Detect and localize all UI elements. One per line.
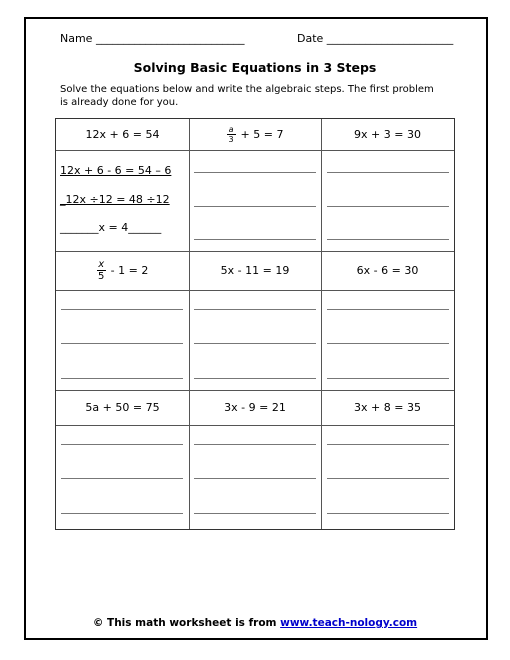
name-field[interactable]: Name ___________________________ — [60, 32, 245, 45]
problem-6 — [321, 251, 454, 290]
fraction-denominator: 5 — [97, 271, 105, 282]
answer-line[interactable] — [327, 309, 449, 310]
equation-text: 12x + 6 = 54 — [85, 128, 160, 141]
equation-text: 3x + 8 = 35 — [354, 401, 421, 414]
equation-text: 5a + 50 = 75 — [85, 401, 160, 414]
answer-line[interactable] — [194, 309, 316, 310]
problem-3 — [321, 119, 454, 150]
answer-line[interactable] — [327, 172, 449, 173]
fraction-numerator: a — [228, 125, 234, 134]
problem-8 — [189, 390, 321, 425]
answer-line[interactable] — [327, 239, 449, 240]
problem-5 — [189, 251, 321, 290]
footer-text: © This math worksheet is from — [92, 617, 281, 629]
answer-line[interactable] — [194, 444, 316, 445]
answer-line[interactable] — [327, 378, 449, 379]
worksheet-title: Solving Basic Equations in 3 Steps — [133, 60, 377, 75]
row-divider — [56, 290, 454, 291]
answer-line[interactable] — [194, 343, 316, 344]
equation-text: 5x - 11 = 19 — [220, 264, 290, 277]
answer-line[interactable] — [61, 444, 183, 445]
instructions: Solve the equations below and write the algebraic steps. The first problem is already done for you. — [60, 84, 434, 108]
equation-text: + 5 = 7 — [240, 128, 284, 141]
fraction — [97, 259, 106, 282]
row-divider — [56, 425, 454, 426]
example-step-2: _12x ÷12 = 48 ÷12 — [60, 193, 170, 206]
date-field[interactable]: Date _______________________ — [297, 32, 454, 45]
answer-line[interactable] — [61, 478, 183, 479]
fraction-numerator: x — [98, 259, 105, 270]
answer-line[interactable] — [327, 206, 449, 207]
answer-line[interactable] — [61, 309, 183, 310]
fraction-denominator: 3 — [228, 135, 234, 144]
answer-line[interactable] — [61, 343, 183, 344]
answer-line[interactable] — [327, 478, 449, 479]
footer — [0, 617, 510, 629]
answer-line[interactable] — [61, 513, 183, 514]
answer-line[interactable] — [194, 172, 316, 173]
answer-line[interactable] — [194, 206, 316, 207]
fraction — [227, 125, 236, 144]
problem-2 — [189, 119, 321, 150]
problem-4 — [56, 251, 189, 290]
column-divider — [321, 119, 322, 529]
answer-line[interactable] — [194, 239, 316, 240]
example-step-1: 12x + 6 - 6 = 54 – 6 — [60, 164, 172, 177]
problem-9 — [321, 390, 454, 425]
equation-text: - 1 = 2 — [110, 264, 149, 277]
answer-line[interactable] — [327, 513, 449, 514]
problem-7 — [56, 390, 189, 425]
problem-1 — [56, 119, 189, 150]
footer-link[interactable]: www.teach-nology.com — [280, 617, 418, 629]
equation-text: 3x - 9 = 21 — [224, 401, 286, 414]
problem-grid — [55, 118, 455, 530]
answer-line[interactable] — [327, 444, 449, 445]
equation-text: 9x + 3 = 30 — [354, 128, 421, 141]
equation-text: 6x - 6 = 30 — [356, 264, 419, 277]
answer-line[interactable] — [327, 343, 449, 344]
answer-line[interactable] — [194, 378, 316, 379]
row-divider — [56, 150, 454, 151]
answer-line[interactable] — [61, 378, 183, 379]
answer-line[interactable] — [194, 513, 316, 514]
example-step-3: _______x = 4______ — [60, 221, 162, 234]
answer-line[interactable] — [194, 478, 316, 479]
column-divider — [189, 119, 190, 529]
